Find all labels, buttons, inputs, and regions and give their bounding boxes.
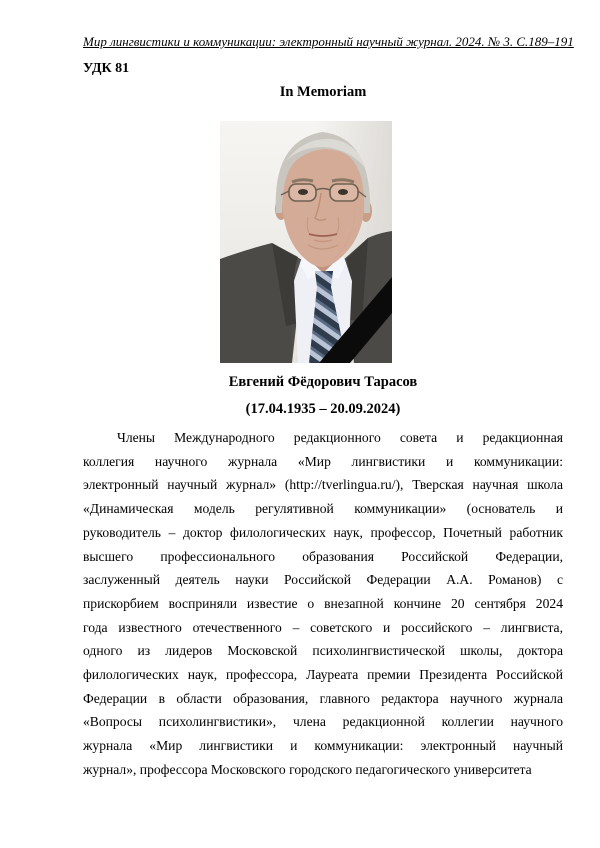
memorial-photo	[220, 121, 392, 363]
tie-knot	[315, 271, 333, 287]
obituary-paragraph	[83, 426, 563, 782]
obituary-line: Федерации в области образования, главного редактора научного журнала	[83, 690, 563, 706]
obituary-line: высшего профессионального образования Российской Федерации,	[83, 548, 563, 564]
obituary-line: филологических наук, профессора, Лауреата премии Президента Российской	[83, 667, 563, 683]
section-title: In Memoriam	[279, 84, 367, 100]
person-name: Евгений Фёдорович Тарасов	[228, 374, 418, 390]
obituary-line: прискорбием восприняли известие о внезапной кончине 20 сентября 2024	[83, 595, 563, 611]
obituary-line: «Вопросы психолингвистики», члена редакционной коллегии научного	[83, 714, 563, 730]
portrait-illustration	[220, 121, 392, 363]
obituary-line: года известного отечественного – советского и российского – лингвиста,	[83, 619, 563, 635]
obituary-line: заслуженный деятель науки Российской Федерации А.А. Романов) с	[83, 572, 563, 588]
obituary-line: руководитель – доктор филологических наук, профессор, Почетный работник	[83, 524, 563, 540]
obituary-line: коллегия научного журнала «Мир лингвистики и коммуникации:	[83, 453, 563, 469]
obituary-line: электронный научный журнал» (http://tverlingua.ru/), Тверская научная школа	[83, 477, 563, 493]
running-head: Мир лингвистики и коммуникации: электронный научный журнал. 2024. № 3. С.189–191	[83, 34, 574, 49]
eye-left	[298, 189, 308, 195]
obituary-line: одного из лидеров Московской психолингвистической школы, доктора	[83, 643, 563, 659]
eye-right	[338, 189, 348, 195]
udc-label: УДК 81	[83, 61, 130, 76]
obituary-line: журнал», профессора Московского городского педагогического университета	[83, 761, 532, 777]
obituary-line: «Динамическая модель регулятивной коммуникации» (основатель и	[83, 501, 563, 517]
obituary-line: Члены Международного редакционного совета и редакционная	[117, 430, 563, 445]
life-dates: (17.04.1935 – 20.09.2024)	[245, 401, 401, 417]
obituary-line: журнала «Мир лингвистики и коммуникации: электронный научный	[83, 738, 563, 754]
